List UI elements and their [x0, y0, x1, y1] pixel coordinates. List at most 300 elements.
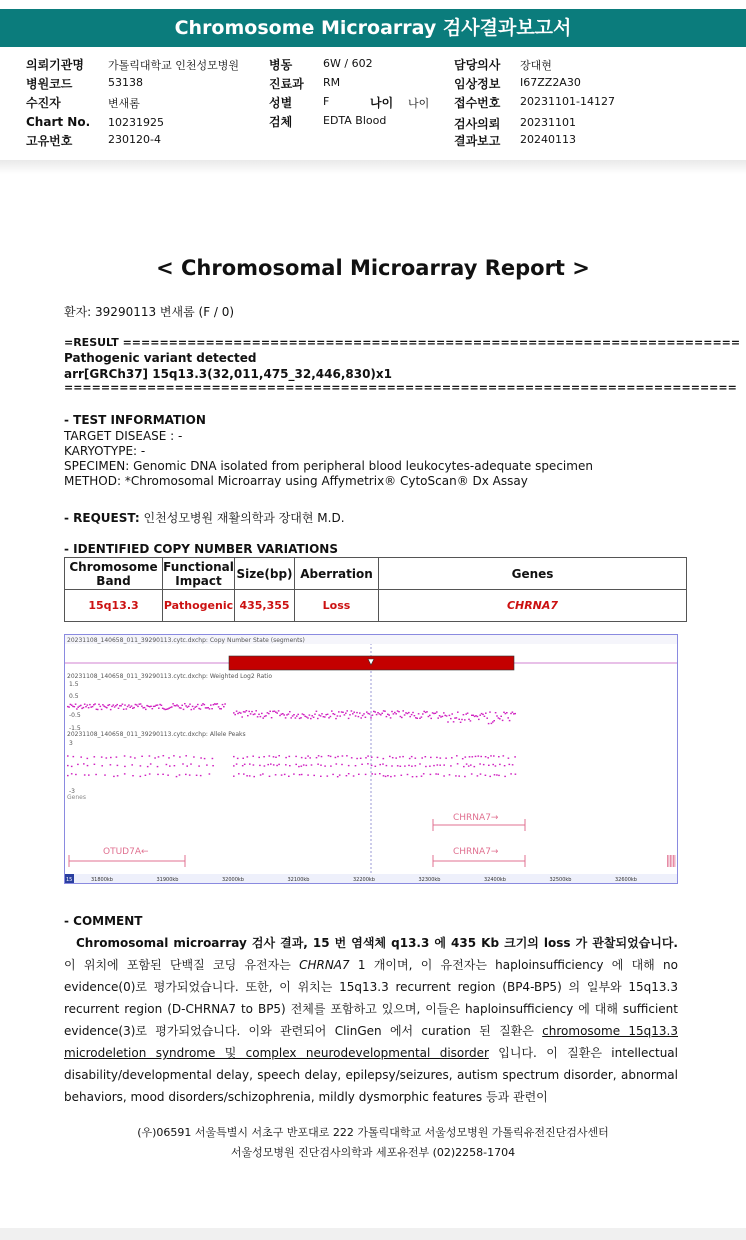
- exon-marks: [667, 855, 675, 867]
- allele-point: [379, 773, 381, 774]
- log2-point: [129, 707, 131, 708]
- allele-point: [94, 764, 96, 765]
- allele-point: [101, 765, 103, 766]
- log2-point: [331, 710, 333, 711]
- log2-point: [324, 716, 326, 717]
- allele-point: [116, 756, 118, 757]
- allele-point: [495, 765, 497, 766]
- allele-point: [262, 773, 264, 774]
- allele-point: [423, 773, 425, 774]
- allele-point: [439, 765, 441, 766]
- log2-point: [373, 711, 375, 712]
- field-label: 의뢰기관명: [26, 58, 84, 72]
- allele-point: [469, 756, 471, 757]
- log2-point: [500, 716, 502, 717]
- allele-point: [494, 774, 496, 775]
- log2-point: [387, 714, 389, 715]
- allele-point: [440, 757, 442, 758]
- allele-point: [264, 765, 266, 766]
- allele-point: [386, 765, 388, 766]
- allele-point: [189, 774, 191, 775]
- allele-point: [106, 757, 108, 758]
- comment-body: [64, 932, 678, 1108]
- column-header: Chromosome Band: [65, 558, 163, 590]
- log2-point: [122, 704, 124, 705]
- allele-point: [113, 776, 115, 777]
- allele-point: [371, 773, 373, 774]
- allele-point: [104, 774, 106, 775]
- log2-point: [288, 713, 290, 714]
- log2-point: [453, 721, 455, 722]
- allele-point: [263, 756, 265, 757]
- log2-point: [484, 716, 486, 717]
- allele-point: [71, 766, 73, 767]
- log2-point: [488, 723, 490, 724]
- allele-point: [124, 773, 126, 774]
- report-title: < Chromosomal Microarray Report >: [156, 256, 590, 280]
- allele-point: [269, 776, 271, 777]
- exon-mark: [667, 855, 668, 867]
- allele-point: [375, 766, 377, 767]
- log2-point: [432, 712, 434, 713]
- allele-point: [275, 757, 277, 758]
- log2-point: [131, 705, 133, 706]
- allele-point: [504, 765, 506, 766]
- allele-point: [88, 774, 90, 775]
- field-label: 접수번호: [454, 96, 501, 110]
- allele-point: [489, 776, 491, 777]
- allele-point: [430, 757, 432, 758]
- log2-point: [414, 715, 416, 716]
- comment-heading: - COMMENT: [64, 914, 143, 928]
- log2-point: [233, 712, 235, 713]
- allele-point: [131, 764, 133, 765]
- allele-point: [233, 756, 235, 757]
- allele-point: [110, 764, 112, 765]
- allele-point: [479, 763, 481, 764]
- allele-point: [472, 756, 474, 757]
- log2-point: [218, 706, 220, 707]
- log2-point: [257, 716, 259, 717]
- x-axis-ticks: [91, 877, 637, 883]
- allele-point: [451, 757, 453, 758]
- patient-info-header: [0, 52, 746, 150]
- log2-point: [425, 712, 427, 713]
- allele-point: [356, 758, 358, 759]
- log2-point: [428, 716, 430, 717]
- comment-gene: CHRNA7: [299, 958, 350, 972]
- log2-point: [264, 716, 266, 717]
- log2-point: [482, 714, 484, 715]
- log2-point: [437, 717, 439, 718]
- allele-point: [404, 765, 406, 766]
- allele-point: [478, 755, 480, 756]
- allele-point: [117, 775, 119, 776]
- field-value: 장대현: [520, 59, 552, 72]
- allele-point: [512, 764, 514, 765]
- allele-point: [487, 757, 489, 758]
- allele-point: [471, 773, 473, 774]
- log2-point: [447, 721, 449, 722]
- log2-point: [395, 713, 397, 714]
- allele-point: [273, 756, 275, 757]
- allele-point: [269, 755, 271, 756]
- log2-point: [279, 715, 281, 716]
- allele-point: [400, 766, 402, 767]
- allele-point: [316, 757, 318, 758]
- allele-point: [179, 774, 181, 775]
- footer-contact: 서울성모병원 진단검사의학과 세포유전부 (02)2258-1704: [230, 1146, 516, 1159]
- allele-point: [503, 755, 505, 756]
- log2-point: [292, 715, 294, 716]
- log2-point: [394, 712, 396, 713]
- allele-point: [237, 758, 239, 759]
- log2-point: [398, 711, 400, 712]
- log2-point: [475, 715, 477, 716]
- log2-point: [393, 713, 395, 714]
- allele-point: [335, 757, 337, 758]
- log2-point: [110, 709, 112, 710]
- log2-point: [269, 711, 271, 712]
- log2-point: [435, 713, 437, 714]
- log2-point: [362, 715, 364, 716]
- log2-point: [341, 711, 343, 712]
- allele-point: [132, 775, 134, 776]
- log2-point: [474, 716, 476, 717]
- allele-point: [190, 763, 192, 764]
- table-header-row: [65, 558, 687, 590]
- allele-point: [320, 776, 322, 777]
- allele-point: [134, 757, 136, 758]
- log2-point: [337, 715, 339, 716]
- allele-point: [435, 773, 437, 774]
- log2-point: [317, 718, 319, 719]
- exon-mark: [669, 855, 670, 867]
- log2-point: [400, 716, 402, 717]
- log2-point: [446, 715, 448, 716]
- log2-point: [463, 714, 465, 715]
- log2-point: [454, 717, 456, 718]
- field-value: RM: [323, 76, 341, 89]
- field-label: 병동: [269, 58, 293, 72]
- log2-point: [506, 712, 508, 713]
- allele-point: [411, 766, 413, 767]
- log2-point: [402, 710, 404, 711]
- log2-point: [369, 713, 371, 714]
- allele-point: [293, 773, 295, 774]
- table-cell: 15q13.3: [65, 590, 163, 622]
- allele-point: [443, 775, 445, 776]
- target-disease: TARGET DISEASE : -: [64, 429, 183, 443]
- genes-track-label: Genes: [67, 794, 86, 801]
- log2-point: [255, 710, 257, 711]
- allele-point: [490, 755, 492, 756]
- field-value: 20231101-14127: [520, 95, 615, 108]
- allele-point: [289, 756, 291, 757]
- allele-point: [337, 776, 339, 777]
- log2-point: [204, 704, 206, 705]
- log2-point: [145, 709, 147, 710]
- x-tick-label: 32400kb: [484, 877, 506, 883]
- allele-point: [367, 763, 369, 764]
- log2-point: [313, 717, 315, 718]
- field-value: 가톨릭대학교 인천성모병원: [108, 59, 240, 72]
- field-value: 나이: [408, 97, 430, 110]
- allele-point: [249, 775, 251, 776]
- log2-point: [344, 714, 346, 715]
- comment-lead: Chromosomal microarray 검사 결과, 15 번 염색체 q13.3 에 435 Kb 크기의 loss 가 관찰되었습니다.: [76, 936, 678, 950]
- log2-point: [342, 712, 344, 713]
- log2-point: [251, 711, 253, 712]
- log2-point: [352, 713, 354, 714]
- allele-point: [365, 757, 367, 758]
- log2-point: [113, 704, 115, 705]
- field-label: 수진자: [26, 96, 61, 110]
- allele-point: [313, 775, 315, 776]
- x-tick-label: 32000kb: [222, 877, 244, 883]
- allele-point: [299, 774, 301, 775]
- allele-point: [182, 763, 184, 764]
- log2-point: [100, 706, 102, 707]
- allele-peak-points: [67, 755, 516, 777]
- allele-point: [416, 776, 418, 777]
- allele-point: [365, 774, 367, 775]
- allele-point: [67, 765, 69, 766]
- log2-point: [479, 715, 481, 716]
- log2-point: [191, 709, 193, 710]
- allele-point: [258, 757, 260, 758]
- log2-point: [505, 713, 507, 714]
- allele-point: [252, 756, 254, 757]
- log2-point: [193, 708, 195, 709]
- allele-point: [485, 756, 487, 757]
- allele-point: [179, 756, 181, 757]
- log2-point: [136, 704, 138, 705]
- exon-mark: [670, 855, 671, 867]
- allele-point: [173, 755, 175, 756]
- allele-point: [212, 765, 214, 766]
- allele-point: [141, 756, 143, 757]
- field-label: 진료과: [269, 77, 304, 91]
- log2-point: [302, 713, 304, 714]
- log2-point: [74, 706, 76, 707]
- log2-point: [260, 716, 262, 717]
- allele-point: [475, 756, 477, 757]
- log2-point: [359, 712, 361, 713]
- allele-point: [298, 766, 300, 767]
- log2-point: [384, 711, 386, 712]
- comment-text: 1 개이며, 이 유전자는 haploinsufficiency 에 대해 no evidence(0)로 평가되었습니다. 또한, 이 위치는 15q13.3 recurrent region (BP4-BP5) 의 일부와 15q13.3 recurrent region (D-CHRNA7 to BP5) 전체를 포함하고 있으며, 이들은 haploinsufficiency 에 대해 sufficient evidence(3)로 평가되었습니다. 이와 관련되어 ClinGen 에서 curation 된 질환은: [64, 958, 678, 1038]
- field-label: 임상정보: [454, 77, 501, 91]
- allele-point: [456, 755, 458, 756]
- allele-point: [496, 774, 498, 775]
- log2-point: [246, 710, 248, 711]
- log2-ratio-points: [67, 703, 516, 724]
- copy-number-plot: [64, 634, 678, 884]
- log2-point: [316, 711, 318, 712]
- log2-point: [353, 712, 355, 713]
- footer-address: (우)06591 서울특별시 서초구 반포대로 222 가톨릭대학교 서울성모병원 가톨릭유전진단검사센터: [137, 1126, 609, 1139]
- allele-point: [278, 755, 280, 756]
- allele-point: [233, 776, 235, 777]
- log2-point: [418, 713, 420, 714]
- log2-point: [513, 713, 515, 714]
- allele-point: [498, 756, 500, 757]
- allele-point: [275, 774, 277, 775]
- allele-point: [402, 756, 404, 757]
- log2-point: [85, 706, 87, 707]
- header-divider: [0, 160, 746, 174]
- axis-tick-label: 3: [69, 740, 73, 747]
- log2-point: [390, 717, 392, 718]
- log2-point: [514, 713, 516, 714]
- log2-point: [84, 704, 86, 705]
- allele-point: [351, 757, 353, 758]
- allele-point: [341, 764, 343, 765]
- log2-point: [109, 704, 111, 705]
- allele-point: [200, 775, 202, 776]
- allele-point: [330, 756, 332, 757]
- allele-point: [455, 775, 457, 776]
- allele-point: [430, 774, 432, 775]
- allele-point: [421, 776, 423, 777]
- table-cell: Loss: [295, 590, 379, 622]
- allele-point: [83, 763, 85, 764]
- log2-point: [442, 716, 444, 717]
- allele-point: [379, 764, 381, 765]
- field-value: 변새롬: [108, 97, 140, 110]
- log2-point: [323, 716, 325, 717]
- allele-point: [200, 757, 202, 758]
- track-title: 20231108_140658_011_39290113.cytc.dxchp: Weighted Log2 Ratio: [67, 673, 272, 680]
- log2-point: [429, 715, 431, 716]
- allele-point: [288, 776, 290, 777]
- allele-point: [71, 773, 73, 774]
- log2-point: [237, 713, 239, 714]
- log2-point: [114, 706, 116, 707]
- allele-point: [212, 758, 214, 759]
- log2-point: [152, 708, 154, 709]
- log2-point: [471, 715, 473, 716]
- log2-point: [496, 715, 498, 716]
- log2-point: [450, 718, 452, 719]
- log2-point: [330, 716, 332, 717]
- gene-label: CHRNA7→: [453, 813, 499, 823]
- allele-point: [186, 765, 188, 766]
- allele-point: [429, 766, 431, 767]
- allele-point: [157, 766, 159, 767]
- allele-point: [433, 765, 435, 766]
- allele-point: [415, 765, 417, 766]
- log2-point: [268, 713, 270, 714]
- log2-point: [111, 706, 113, 707]
- allele-point: [458, 775, 460, 776]
- allele-point: [407, 774, 409, 775]
- allele-point: [353, 775, 355, 776]
- field-value: EDTA Blood: [323, 114, 387, 127]
- allele-point: [301, 774, 303, 775]
- log2-point: [376, 714, 378, 715]
- field-value: 6W / 602: [323, 57, 373, 70]
- allele-point: [73, 756, 75, 757]
- log2-point: [477, 716, 479, 717]
- allele-point: [457, 763, 459, 764]
- log2-point: [314, 714, 316, 715]
- allele-point: [330, 765, 332, 766]
- log2-point: [374, 711, 376, 712]
- log2-point: [309, 714, 311, 715]
- allele-point: [185, 774, 187, 775]
- log2-point: [370, 717, 372, 718]
- log2-point: [297, 714, 299, 715]
- allele-point: [419, 763, 421, 764]
- request-label: - REQUEST:: [64, 511, 140, 525]
- allele-point: [348, 765, 350, 766]
- field-label: 담당의사: [454, 58, 501, 72]
- allele-point: [253, 764, 255, 765]
- result-separator: =RESULT ===================================================================: [64, 336, 741, 349]
- allele-point: [84, 774, 86, 775]
- log2-point: [349, 714, 351, 715]
- log2-point: [192, 706, 194, 707]
- log2-point: [481, 713, 483, 714]
- axis-tick-label: -0.5: [69, 712, 81, 719]
- log2-point: [98, 704, 100, 705]
- allele-point: [117, 765, 119, 766]
- allele-point: [332, 774, 334, 775]
- log2-point: [118, 708, 120, 709]
- allele-point: [445, 758, 447, 759]
- log2-point: [106, 707, 108, 708]
- log2-point: [491, 723, 493, 724]
- log2-point: [507, 717, 509, 718]
- allele-point: [276, 765, 278, 766]
- allele-point: [450, 765, 452, 766]
- allele-point: [468, 765, 470, 766]
- allele-point: [355, 765, 357, 766]
- report-header-title: Chromosome Microarray 검사결과보고서: [0, 9, 746, 47]
- log2-point: [200, 708, 202, 709]
- log2-point: [486, 718, 488, 719]
- log2-point: [381, 713, 383, 714]
- comment-text: 입니다. 이 질환은 intellectual disability/developmental delay, speech delay, epilepsy/seizures, autism spectrum disorder, abnormal behaviors, mood disorders/schizophrenia, mildly dysmorphic features 등과 관련이: [64, 1046, 678, 1104]
- test-info-heading: - TEST INFORMATION: [64, 413, 206, 427]
- log2-point: [123, 709, 125, 710]
- log2-point: [140, 703, 142, 704]
- log2-point: [181, 705, 183, 706]
- allele-point: [168, 757, 170, 758]
- log2-point: [439, 715, 441, 716]
- page-bottom-bar: [0, 1228, 746, 1240]
- log2-point: [293, 714, 295, 715]
- log2-point: [358, 716, 360, 717]
- field-label: 검체: [269, 115, 293, 129]
- allele-point: [515, 774, 517, 775]
- allele-point: [504, 776, 506, 777]
- log2-point: [92, 706, 94, 707]
- allele-point: [158, 756, 160, 757]
- patient-line: 환자: 39290113 변새롬 (F / 0): [64, 305, 235, 319]
- log2-point: [211, 708, 213, 709]
- log2-point: [283, 714, 285, 715]
- allele-point: [483, 764, 485, 765]
- log2-point: [492, 721, 494, 722]
- log2-point: [144, 707, 146, 708]
- allele-point: [387, 775, 389, 776]
- allele-point: [397, 765, 399, 766]
- log2-point: [348, 718, 350, 719]
- log2-point: [467, 713, 469, 714]
